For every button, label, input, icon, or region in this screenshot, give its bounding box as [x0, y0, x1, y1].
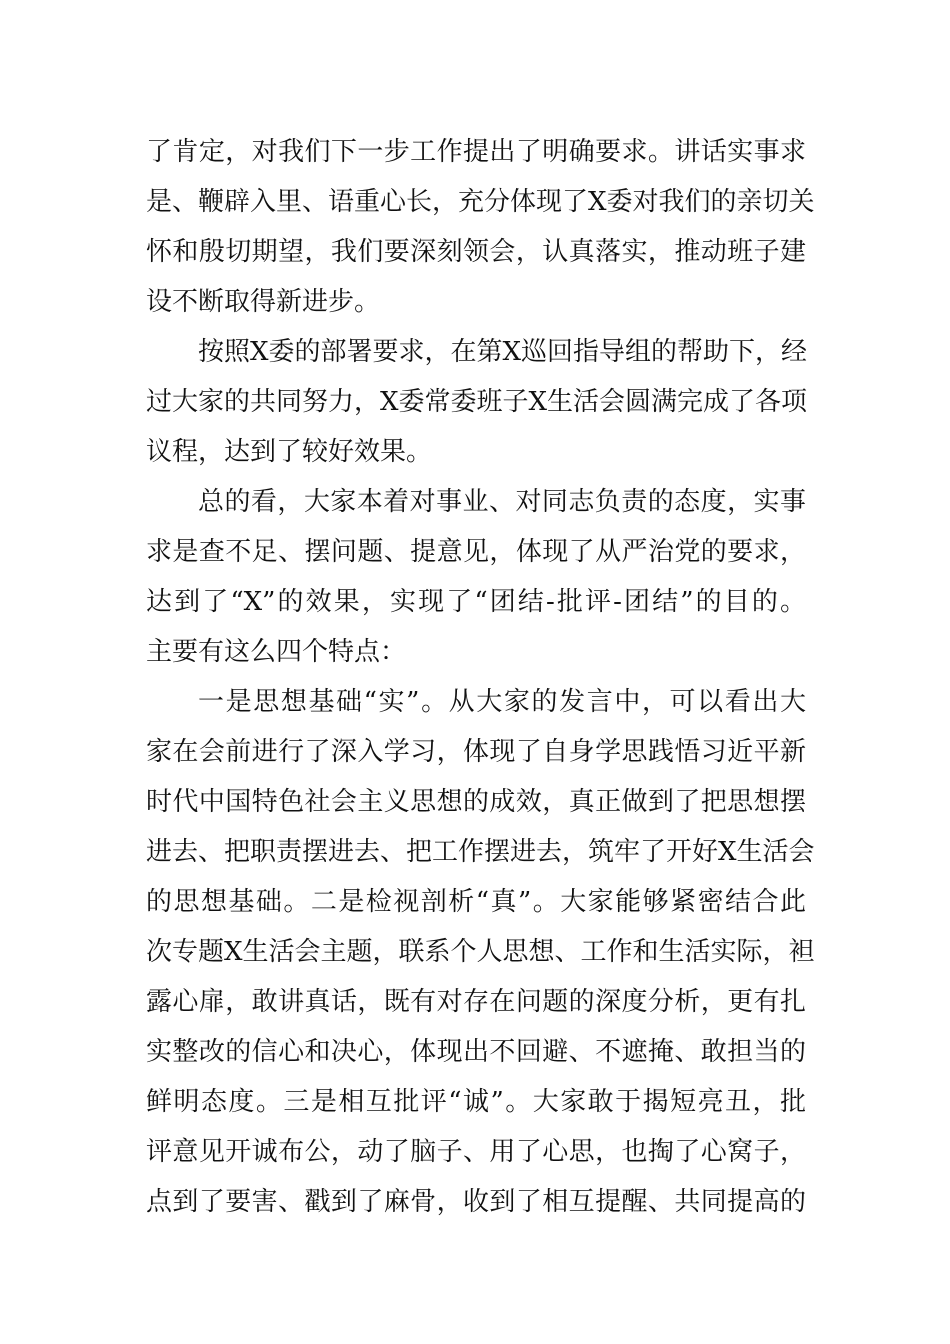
text-line: 达到了“X”的效果，实现了“团结-批评-团结”的目的。 [146, 587, 806, 617]
text-line: 主要有这么四个特点： [146, 637, 407, 667]
text-line: 家在会前进行了深入学习，体现了自身学思践悟习近平新 [146, 737, 806, 767]
text-line: 总的看，大家本着对事业、对同志负责的态度，实事 [198, 487, 806, 517]
text-line: 次专题X生活会主题，联系个人思想、工作和生活实际，袒 [146, 937, 815, 967]
text-line: 评意见开诚布公，动了脑子、用了心思，也掏了心窝子， [146, 1137, 806, 1167]
text-line: 过大家的共同努力，X委常委班子X生活会圆满完成了各项 [146, 387, 808, 417]
text-line: 怀和殷切期望，我们要深刻领会，认真落实，推动班子建 [146, 237, 806, 267]
text-line: 求是查不足、摆问题、提意见，体现了从严治党的要求， [146, 537, 806, 567]
text-line: 实整改的信心和决心，体现出不回避、不遮掩、敢担当的 [146, 1037, 806, 1067]
text-line: 了肯定，对我们下一步工作提出了明确要求。讲话实事求 [146, 137, 806, 167]
text-line: 按照X委的部署要求，在第X巡回指导组的帮助下，经 [198, 337, 808, 367]
text-line: 时代中国特色社会主义思想的成效，真正做到了把思想摆 [146, 787, 806, 817]
text-line: 进去、把职责摆进去、把工作摆进去，筑牢了开好X生活会 [146, 837, 815, 867]
text-line: 议程，达到了较好效果。 [146, 437, 433, 467]
text-line: 的思想基础。二是检视剖析“真”。大家能够紧密结合此 [146, 887, 806, 917]
text-line: 设不断取得新进步。 [146, 287, 381, 317]
text-line: 一是思想基础“实”。从大家的发言中，可以看出大 [198, 687, 806, 717]
text-line: 是、鞭辟入里、语重心长，充分体现了X委对我们的亲切关 [146, 187, 815, 217]
text-line: 点到了要害、戳到了麻骨，收到了相互提醒、共同提高的 [146, 1187, 806, 1217]
text-line: 露心扉，敢讲真话，既有对存在问题的深度分析，更有扎 [146, 987, 806, 1017]
text-line: 鲜明态度。三是相互批评“诚”。大家敢于揭短亮丑，批 [146, 1087, 806, 1117]
